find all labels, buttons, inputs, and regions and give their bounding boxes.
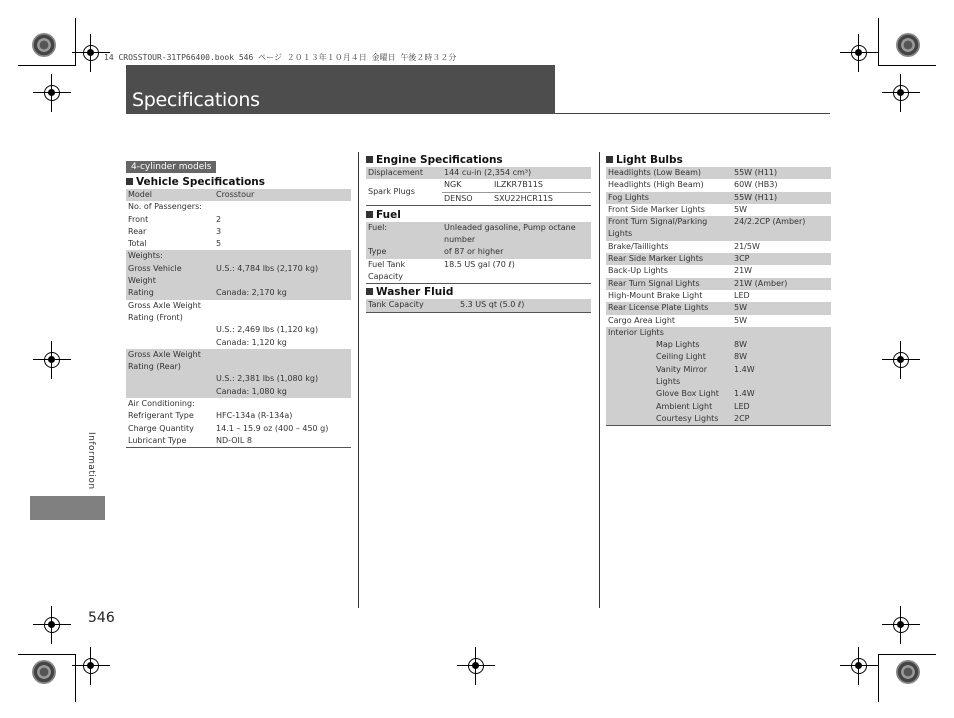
- section-side-tab: [30, 496, 105, 520]
- cell-label: Tank Capacity: [366, 299, 458, 312]
- table-row: [126, 337, 351, 349]
- cell-value: 5: [216, 239, 222, 249]
- table-row: [126, 423, 351, 435]
- cell-label: Weights:: [126, 250, 214, 262]
- table-row: [606, 179, 831, 191]
- cell-value: 5.3 US qt (5.0 ℓ): [458, 299, 591, 312]
- cell-label: Rear License Plate Lights: [606, 302, 732, 314]
- cell-label: Gross Vehicle Weight: [126, 263, 214, 288]
- table-row: [606, 364, 831, 389]
- cell-value: 8W: [732, 351, 831, 363]
- table-row: [126, 250, 351, 262]
- vehicle-specs-column: [126, 154, 351, 448]
- cell-value: LED: [734, 290, 750, 300]
- cell-label: Map Lights: [606, 339, 732, 351]
- cell-label: Air Conditioning:: [128, 399, 195, 409]
- cell-label: Rear Turn Signal Lights: [606, 278, 732, 290]
- cell-label: Fuel:: [366, 222, 442, 247]
- cell-value: Unleaded gasoline, Pump octane number: [442, 222, 591, 247]
- section-title: Light Bulbs: [606, 153, 831, 167]
- table-row: [366, 259, 591, 284]
- crosshair-mark-icon: [890, 349, 912, 371]
- table-row: [606, 167, 831, 179]
- cell-value: 60W (HB3): [734, 180, 778, 190]
- print-header: 14 CROSSTOUR-31TP66400.book 546 ページ ２０１３年１０月４日 金曜日 午後２時３２分: [104, 53, 457, 62]
- section-title: Vehicle Specifications: [126, 175, 351, 189]
- cell-value: 1.4W: [732, 388, 831, 400]
- cell-value: [214, 312, 351, 324]
- crosshair-mark-icon: [890, 82, 912, 104]
- cell-label: Gross Axle Weight: [126, 349, 214, 361]
- cell-label: Vanity Mirror Lights: [606, 364, 732, 389]
- cell-label: Rating: [126, 287, 214, 299]
- registration-dial-icon: [896, 33, 920, 57]
- cell-label: Rear Side Marker Lights: [606, 253, 732, 265]
- table-row: [606, 413, 831, 426]
- table-row: [126, 226, 351, 238]
- table-row: [126, 287, 351, 299]
- section-title: Engine Specifications: [366, 153, 591, 167]
- cell-value: 5W: [734, 315, 747, 325]
- cell-label: Model: [126, 189, 214, 201]
- cell-value: 3CP: [732, 253, 831, 265]
- cell-label: Rating (Rear): [126, 361, 214, 373]
- cell-value: [214, 349, 351, 361]
- crop-line: [75, 18, 76, 66]
- table-row: [606, 302, 831, 314]
- registration-dial-icon: [896, 660, 920, 684]
- cell-value: Canada: 2,170 kg: [214, 287, 351, 299]
- cell-label: Charge Quantity: [128, 423, 194, 433]
- crosshair-mark-icon: [890, 614, 912, 636]
- cell-value: 2: [216, 214, 222, 224]
- engine-column: [366, 153, 591, 313]
- cell-value: 8W: [732, 339, 831, 351]
- cell-label: Refrigerant Type: [128, 411, 194, 421]
- registration-dial-icon: [32, 33, 56, 57]
- title-bar: [126, 65, 555, 114]
- crosshair-mark-icon: [848, 655, 870, 677]
- table-row: [366, 246, 591, 258]
- cell-label: Rating (Front): [128, 312, 183, 322]
- crosshair-mark-icon: [41, 82, 63, 104]
- table-row: [606, 216, 831, 241]
- table-row: [126, 410, 351, 422]
- cell-value: 24/2.2CP (Amber): [732, 216, 831, 241]
- cell-label: Lubricant Type: [126, 435, 214, 448]
- cell-value: 21W: [734, 266, 753, 276]
- cell-label: Spark Plugs: [366, 179, 442, 205]
- light-bulbs-column: [606, 153, 831, 426]
- cell-label: [126, 373, 214, 385]
- crop-line: [878, 65, 936, 66]
- crosshair-mark-icon: [465, 655, 487, 677]
- table-row: [606, 351, 831, 363]
- cell-label: Total: [128, 239, 147, 249]
- cell-label: Fuel Tank Capacity: [366, 259, 442, 284]
- column-divider: [599, 152, 600, 608]
- cell-label: [126, 324, 214, 336]
- crop-line: [878, 654, 879, 702]
- cell-value: 14.1 – 15.9 oz (400 – 450 g): [216, 423, 329, 433]
- table-row: [366, 179, 591, 192]
- square-bullet-icon: [606, 156, 613, 163]
- cell-value: 2CP: [732, 413, 831, 426]
- crop-line: [75, 654, 76, 702]
- table-row: [126, 189, 351, 201]
- crop-line: [878, 18, 879, 66]
- table-row: [126, 324, 351, 336]
- square-bullet-icon: [366, 156, 373, 163]
- registration-dial-icon: [32, 660, 56, 684]
- cell-label: Displacement: [366, 167, 442, 179]
- table-row: [606, 253, 831, 265]
- cell-value: 55W (H11): [732, 192, 831, 204]
- cell-label: Rear: [128, 226, 147, 236]
- table-row: [126, 263, 351, 288]
- cell-value: LED: [732, 401, 831, 413]
- cell-label: Courtesy Lights: [606, 413, 732, 426]
- table-row: [126, 435, 351, 448]
- crosshair-mark-icon: [80, 655, 102, 677]
- table-row: [606, 265, 831, 277]
- table-row: [606, 278, 831, 290]
- cell-label: Ambient Light: [606, 401, 732, 413]
- model-badge: 4-cylinder models: [126, 161, 216, 173]
- cell-brand: DENSO: [442, 192, 492, 205]
- table-row: [606, 192, 831, 204]
- cell-value: ILZKR7B11S: [492, 179, 591, 192]
- cell-label: No. of Passengers:: [128, 202, 202, 212]
- cell-value: Canada: 1,120 kg: [216, 337, 287, 347]
- cell-value: 18.5 US gal (70 ℓ): [442, 259, 591, 284]
- cell-value: [214, 361, 351, 373]
- cell-value: ND-OIL 8: [214, 435, 351, 448]
- table-row: [126, 386, 351, 398]
- cell-label: Front: [128, 214, 149, 224]
- crop-line: [18, 65, 76, 66]
- table-row: [126, 300, 351, 312]
- cell-value: 3: [216, 226, 222, 236]
- cell-label: Glove Box Light: [606, 388, 732, 400]
- cell-value: 21/5W: [734, 241, 760, 251]
- square-bullet-icon: [366, 288, 373, 295]
- cell-label: Front Turn Signal/Parking Lights: [606, 216, 732, 241]
- section-side-label: Information: [86, 432, 96, 490]
- cell-brand: NGK: [442, 179, 492, 192]
- cell-value: Crosstour: [214, 189, 351, 201]
- cell-value: of 87 or higher: [442, 246, 591, 258]
- cell-value: 21W (Amber): [732, 278, 831, 290]
- engine-table: [366, 167, 591, 206]
- cell-value: 1.4W: [732, 364, 831, 389]
- table-row: [126, 361, 351, 373]
- cell-value: U.S.: 2,469 lbs (1,120 kg): [216, 325, 319, 335]
- cell-value: [214, 201, 351, 213]
- table-row: [606, 315, 831, 327]
- table-row: [366, 167, 591, 179]
- crop-line: [878, 654, 936, 655]
- crosshair-mark-icon: [848, 42, 870, 64]
- cell-value: 144 cu-in (2,354 cm³): [442, 167, 591, 179]
- cell-label: Back-Up Lights: [608, 266, 668, 276]
- table-row: [606, 339, 831, 351]
- square-bullet-icon: [366, 211, 373, 218]
- cell-value: U.S.: 4,784 lbs (2,170 kg): [214, 263, 351, 288]
- page-title: Specifications: [132, 89, 260, 111]
- cell-value: U.S.: 2,381 lbs (1,080 kg): [214, 373, 351, 385]
- table-row: [126, 201, 351, 213]
- cell-label: Gross Axle Weight: [128, 300, 201, 310]
- table-row: [366, 222, 591, 247]
- table-row: [606, 204, 831, 216]
- column-divider: [358, 152, 359, 608]
- cell-value: HFC-134a (R-134a): [216, 411, 293, 421]
- table-row: [366, 299, 591, 312]
- cell-value: [214, 300, 351, 312]
- cell-label: Brake/Taillights: [608, 241, 669, 251]
- table-row: [126, 312, 351, 324]
- cell-label: Fog Lights: [606, 192, 732, 204]
- cell-label: High-Mount Brake Light: [608, 290, 703, 300]
- section-title: Washer Fluid: [366, 285, 591, 299]
- title-rule: [555, 113, 830, 114]
- cell-label: Headlights (Low Beam): [606, 167, 732, 179]
- table-row: [606, 327, 831, 339]
- table-row: [126, 398, 351, 410]
- cell-value: [214, 250, 351, 262]
- cell-label: Type: [366, 246, 442, 258]
- cell-value: 5W: [732, 302, 831, 314]
- light-bulbs-table: [606, 167, 831, 426]
- cell-label: [126, 337, 214, 349]
- cell-label: Interior Lights: [606, 327, 831, 339]
- table-row: [126, 349, 351, 361]
- crop-line: [18, 654, 76, 655]
- fuel-table: [366, 222, 591, 284]
- cell-label: Cargo Area Light: [608, 315, 676, 325]
- table-row: [126, 238, 351, 250]
- cell-value: SXU22HCR11S: [492, 192, 591, 205]
- cell-label: Headlights (High Beam): [608, 180, 704, 190]
- cell-value: [214, 398, 351, 410]
- cell-value: Canada: 1,080 kg: [214, 386, 351, 398]
- table-row: [126, 373, 351, 385]
- table-row: [606, 241, 831, 253]
- table-row: [126, 214, 351, 226]
- crosshair-mark-icon: [80, 42, 102, 64]
- section-title: Fuel: [366, 208, 591, 222]
- table-row: [606, 290, 831, 302]
- square-bullet-icon: [126, 178, 133, 185]
- table-row: [606, 388, 831, 400]
- cell-value: 5W: [734, 204, 747, 214]
- crosshair-mark-icon: [41, 614, 63, 636]
- washer-table: [366, 299, 591, 312]
- cell-label: [126, 386, 214, 398]
- crosshair-mark-icon: [41, 349, 63, 371]
- page-number: 546: [88, 610, 115, 626]
- cell-label: Front Side Marker Lights: [608, 204, 705, 214]
- table-row: [606, 401, 831, 413]
- cell-value: 55W (H11): [732, 167, 831, 179]
- vehicle-specs-table: [126, 189, 351, 448]
- cell-label: Ceiling Light: [606, 351, 732, 363]
